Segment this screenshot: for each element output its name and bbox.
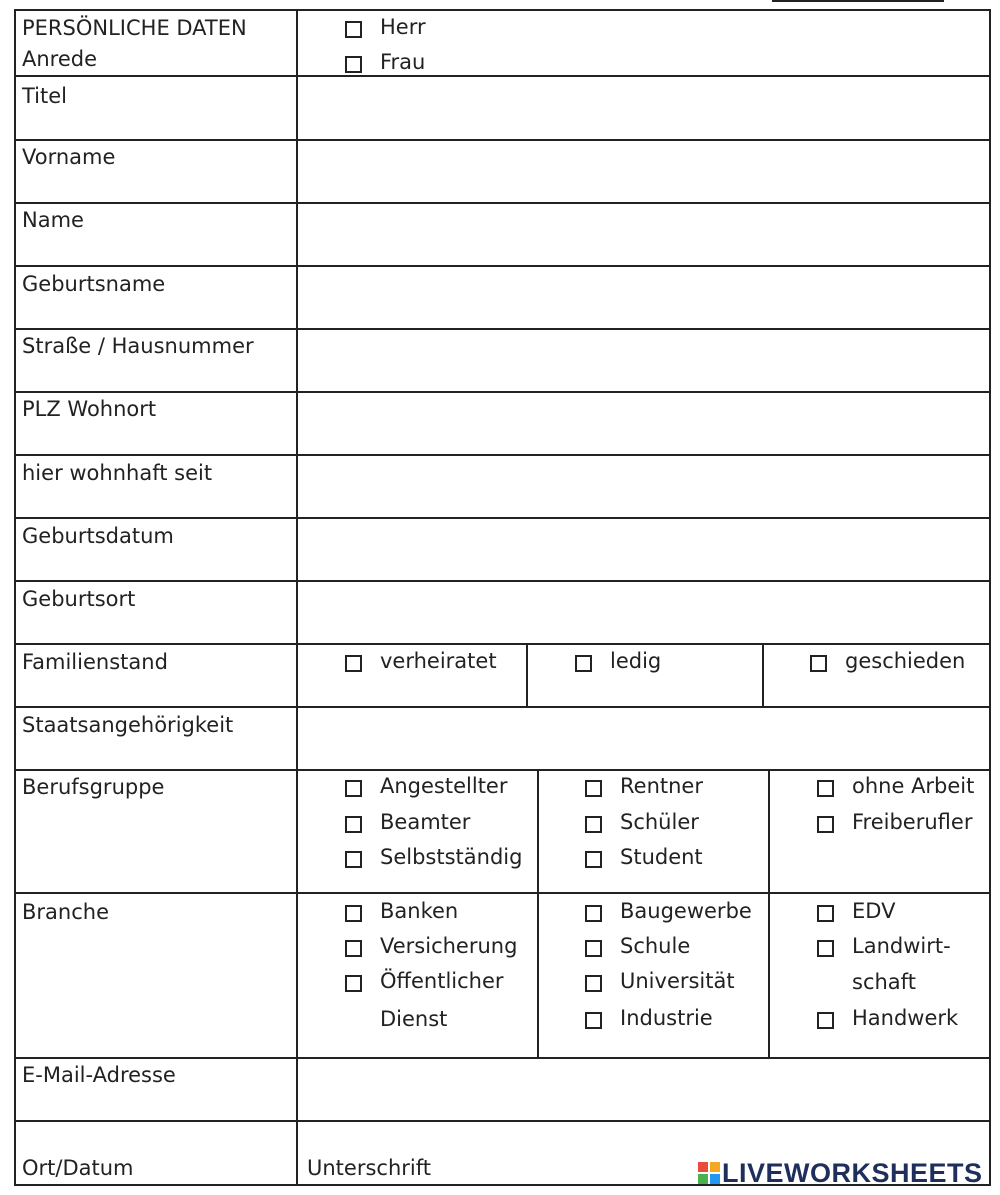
checkbox-handwerk[interactable]: Handwerk <box>817 1003 958 1036</box>
checkbox-icon[interactable] <box>345 56 362 73</box>
label-geburtsort: Geburtsort <box>22 587 136 611</box>
checkbox-frau[interactable]: Frau <box>345 47 425 80</box>
label-geburtsname: Geburtsname <box>22 272 166 296</box>
label-anrede: Anrede <box>22 47 98 71</box>
checkbox-schule[interactable]: Schule <box>585 931 690 964</box>
row-divider <box>16 643 989 645</box>
checkbox-baugewerbe[interactable]: Baugewerbe <box>585 896 752 929</box>
checkbox-ledig[interactable]: ledig <box>575 646 661 679</box>
personal-data-form <box>14 9 991 1186</box>
checkbox-rentner[interactable]: Rentner <box>585 771 703 804</box>
column-divider <box>762 643 764 706</box>
checkbox-icon[interactable] <box>817 940 834 957</box>
label-email: E-Mail-Adresse <box>22 1063 176 1087</box>
geburtsname-field[interactable] <box>298 267 989 328</box>
section-title: PERSÖNLICHE DATEN <box>22 16 247 40</box>
strasse-field[interactable] <box>298 330 989 391</box>
checkbox-verheiratet[interactable]: verheiratet <box>345 646 497 679</box>
titel-field[interactable] <box>298 77 989 139</box>
checkbox-icon[interactable] <box>817 816 834 833</box>
checkbox-icon[interactable] <box>345 21 362 38</box>
label-strasse: Straße / Hausnummer <box>22 334 254 358</box>
checkbox-angestellter[interactable]: Angestellter <box>345 771 507 804</box>
label-branche: Branche <box>22 900 109 924</box>
checkbox-freiberufler[interactable]: Freiberufler <box>817 807 972 840</box>
liveworksheets-logo-icon <box>698 1162 720 1184</box>
column-divider <box>537 769 539 1057</box>
checkbox-oeffentlicher-dienst[interactable]: Öffentlicher <box>345 966 504 999</box>
checkbox-schueler[interactable]: Schüler <box>585 807 699 840</box>
checkbox-icon[interactable] <box>585 1012 602 1029</box>
checkbox-icon[interactable] <box>345 851 362 868</box>
watermark-text: LIVEWORKSHEETS <box>722 1157 983 1188</box>
checkbox-industrie[interactable]: Industrie <box>585 1003 713 1036</box>
column-divider <box>526 643 528 706</box>
checkbox-geschieden[interactable]: geschieden <box>810 646 965 679</box>
label-wohnhaft-seit: hier wohnhaft seit <box>22 461 213 485</box>
checkbox-icon[interactable] <box>345 975 362 992</box>
checkbox-beamter[interactable]: Beamter <box>345 807 470 840</box>
checkbox-edv[interactable]: EDV <box>817 896 895 929</box>
checkbox-student[interactable]: Student <box>585 842 703 875</box>
checkbox-herr[interactable]: Herr <box>345 12 426 45</box>
checkbox-icon[interactable] <box>585 816 602 833</box>
label-berufsgruppe: Berufsgruppe <box>22 775 165 799</box>
geburtsdatum-field[interactable] <box>298 519 989 580</box>
checkbox-icon[interactable] <box>345 940 362 957</box>
label-name: Name <box>22 208 84 232</box>
checkbox-icon[interactable] <box>817 905 834 922</box>
checkbox-landwirtschaft[interactable]: Landwirt- <box>817 931 951 964</box>
email-field[interactable] <box>298 1059 989 1120</box>
checkbox-icon[interactable] <box>345 655 362 672</box>
vorname-field[interactable] <box>298 141 989 202</box>
row-divider <box>16 1120 989 1122</box>
column-divider <box>768 769 770 1057</box>
checkbox-icon[interactable] <box>810 655 827 672</box>
checkbox-banken[interactable]: Banken <box>345 896 458 929</box>
checkbox-icon[interactable] <box>817 780 834 797</box>
checkbox-icon[interactable] <box>585 905 602 922</box>
checkbox-icon[interactable] <box>345 905 362 922</box>
checkbox-icon[interactable] <box>585 780 602 797</box>
checkbox-icon[interactable] <box>345 816 362 833</box>
row-divider <box>16 892 989 894</box>
checkbox-icon[interactable] <box>575 655 592 672</box>
checkbox-icon[interactable] <box>585 975 602 992</box>
label-ort-datum: Ort/Datum <box>22 1156 134 1180</box>
option-label-continuation: schaft <box>852 970 916 994</box>
checkbox-universitaet[interactable]: Universität <box>585 966 735 999</box>
option-label-continuation: Dienst <box>380 1007 448 1031</box>
label-geburtsdatum: Geburtsdatum <box>22 524 174 548</box>
staatsangehoerigkeit-field[interactable] <box>298 708 989 769</box>
label-familienstand: Familienstand <box>22 650 168 674</box>
checkbox-icon[interactable] <box>817 1012 834 1029</box>
wohnhaft-seit-field[interactable] <box>298 456 989 517</box>
checkbox-ohne-arbeit[interactable]: ohne Arbeit <box>817 771 974 804</box>
checkbox-icon[interactable] <box>345 780 362 797</box>
name-field[interactable] <box>298 204 989 265</box>
label-unterschrift: Unterschrift <box>307 1156 431 1180</box>
liveworksheets-watermark <box>698 1158 983 1188</box>
checkbox-selbststaendig[interactable]: Selbstständig <box>345 842 522 875</box>
plz-wohnort-field[interactable] <box>298 393 989 454</box>
label-staatsangehoerigkeit: Staatsangehörigkeit <box>22 713 234 737</box>
checkbox-icon[interactable] <box>585 940 602 957</box>
label-titel: Titel <box>22 84 68 108</box>
label-plz-wohnort: PLZ Wohnort <box>22 397 157 421</box>
checkbox-icon[interactable] <box>585 851 602 868</box>
checkbox-versicherung[interactable]: Versicherung <box>345 931 517 964</box>
label-vorname: Vorname <box>22 145 116 169</box>
geburtsort-field[interactable] <box>298 582 989 643</box>
top-box-edge <box>772 0 944 2</box>
